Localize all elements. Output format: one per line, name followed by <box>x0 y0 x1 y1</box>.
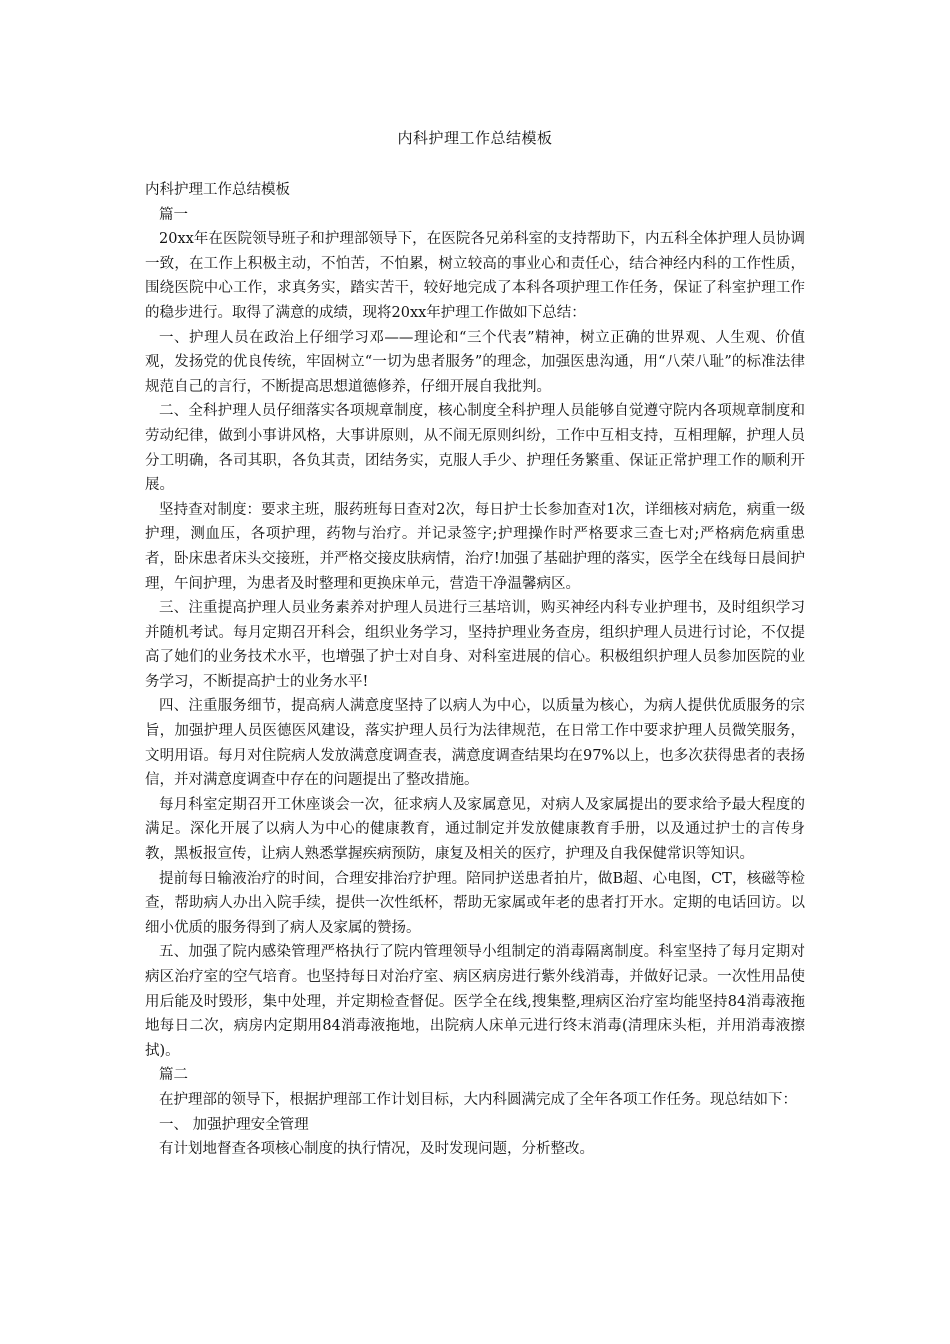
paragraph-training: 三、注重提高护理人员业务素养对护理人员进行三基培训，购买神经内科专业护理书，及时组织学习并随机考试。每月定期召开科会，组织业务学习，坚持护理业务查房，组织护理人员进行讨论，不仅提高了她们的业务技术水平，也增强了护士对自身、对科室进展的信心。积极组织护理人员参加医院的业务学习，不断提高护士的业务水平! <box>145 600 805 690</box>
document-subtitle: 内科护理工作总结模板 <box>145 182 290 198</box>
section-one-label: 篇一 <box>159 206 188 223</box>
paragraph-part-two-intro: 在护理部的领导下，根据护理部工作计划目标，大内科圆满完成了全年各项工作任务。现总结如下： <box>159 1091 797 1108</box>
paragraph-infection: 五、加强了院内感染管理严格执行了院内管理领导小组制定的消毒隔离制度。科室坚持了每月定期对病区治疗室的空气培育。也坚持每日对治疗室、病区病房进行紫外线消毒，并做好记录。一次性用品使用后能及时毁形，集中处理，并定期检查督促。医学全在线,搜集整,理病区治疗室均能坚持84消毒液拖地每日二次，病房内定期用84消毒液拖地，出院病人床单元进行终末消毒(清理床头柜，并用消毒液擦拭)。 <box>145 944 805 1059</box>
paragraph-check-system: 坚持查对制度：要求主班，服药班每日查对2次，每日护士长参加查对1次，详细核对病危，病重一级护理，测血压，各项护理，药物与治疗。并记录签字;护理操作时严格要求三查七对;严格病危病重患者，卧床患者床头交接班，并严格交接皮肤病情，治疗!加强了基础护理的落实，医学全在线每日晨间护理，午间护理，为患者及时整理和更换床单元，营造干净温馨病区。 <box>145 501 805 592</box>
paragraph-rules: 二、全科护理人员仔细落实各项规章制度，核心制度全科护理人员能够自觉遵守院内各项规章制度和劳动纪律，做到小事讲风格，大事讲原则，从不闹无原则纠纷，工作中互相支持，互相理解，护理人员分工明确，各司其职，各负其责，团结务实，克服人手少、护理任务繁重、保证正常护理工作的顺利开展。 <box>145 403 805 494</box>
paragraph-meetings: 每月科室定期召开工休座谈会一次，征求病人及家属意见，对病人及家属提出的要求给予最大程度的满足。深化开展了以病人为中心的健康教育，通过制定并发放健康教育手册，以及通过护士的言传身教，黑板报宣传，让病人熟悉掌握疾病预防，康复及相关的医疗，护理及自我保健常识等知识。 <box>145 796 805 863</box>
paragraph-politics: 一、护理人员在政治上仔细学习邓——理论和“三个代表”精神，树立正确的世界观、人生观、价值观，发扬党的优良传统，牢固树立“一切为患者服务”的理念，加强医患沟通，用“八荣八耻”的标准法律规范自己的言行，不断提高思想道德修养，仔细开展自我批判。 <box>145 329 805 395</box>
document-title: 内科护理工作总结模板 <box>397 129 553 147</box>
document-body <box>145 178 805 1162</box>
paragraph-treatment: 提前每日输液治疗的时间，合理安排治疗护理。陪同护送患者拍片，做B超、心电图，CT，核磁等检查，帮助病人办出入院手续，提供一次性纸杯，帮助无家属或年老的患者打开水。定期的电话回访。以细小优质的服务得到了病人及家属的赞扬。 <box>145 870 805 936</box>
paragraph-intro: 20xx年在医院领导班子和护理部领导下，在医院各兄弟科室的支持帮助下，内五科全体护理人员协调一致，在工作上积极主动，不怕苦，不怕累，树立较高的事业心和责任心，结合神经内科的工作性质，围绕医院中心工作，求真务实，踏实苦干，较好地完成了本科各项护理工作任务，保证了科室护理工作的稳步进行。取得了满意的成绩，现将20xx年护理工作做如下总结： <box>145 231 805 321</box>
paragraph-safety-heading: 一、 加强护理安全管理 <box>159 1116 309 1133</box>
paragraph-service: 四、注重服务细节，提高病人满意度坚持了以病人为中心，以质量为核心，为病人提供优质服务的宗旨，加强护理人员医德医风建设，落实护理人员行为法律规范，在日常工作中要求护理人员微笑服务，文明用语。每月对住院病人发放满意度调查表，满意度调查结果均在97%以上，也多次获得患者的表扬信，并对满意度调查中存在的问题提出了整改措施。 <box>145 698 805 789</box>
section-two-label: 篇二 <box>159 1067 188 1084</box>
paragraph-safety-text: 有计划地督查各项核心制度的执行情况，及时发现问题，分析整改。 <box>159 1141 594 1158</box>
